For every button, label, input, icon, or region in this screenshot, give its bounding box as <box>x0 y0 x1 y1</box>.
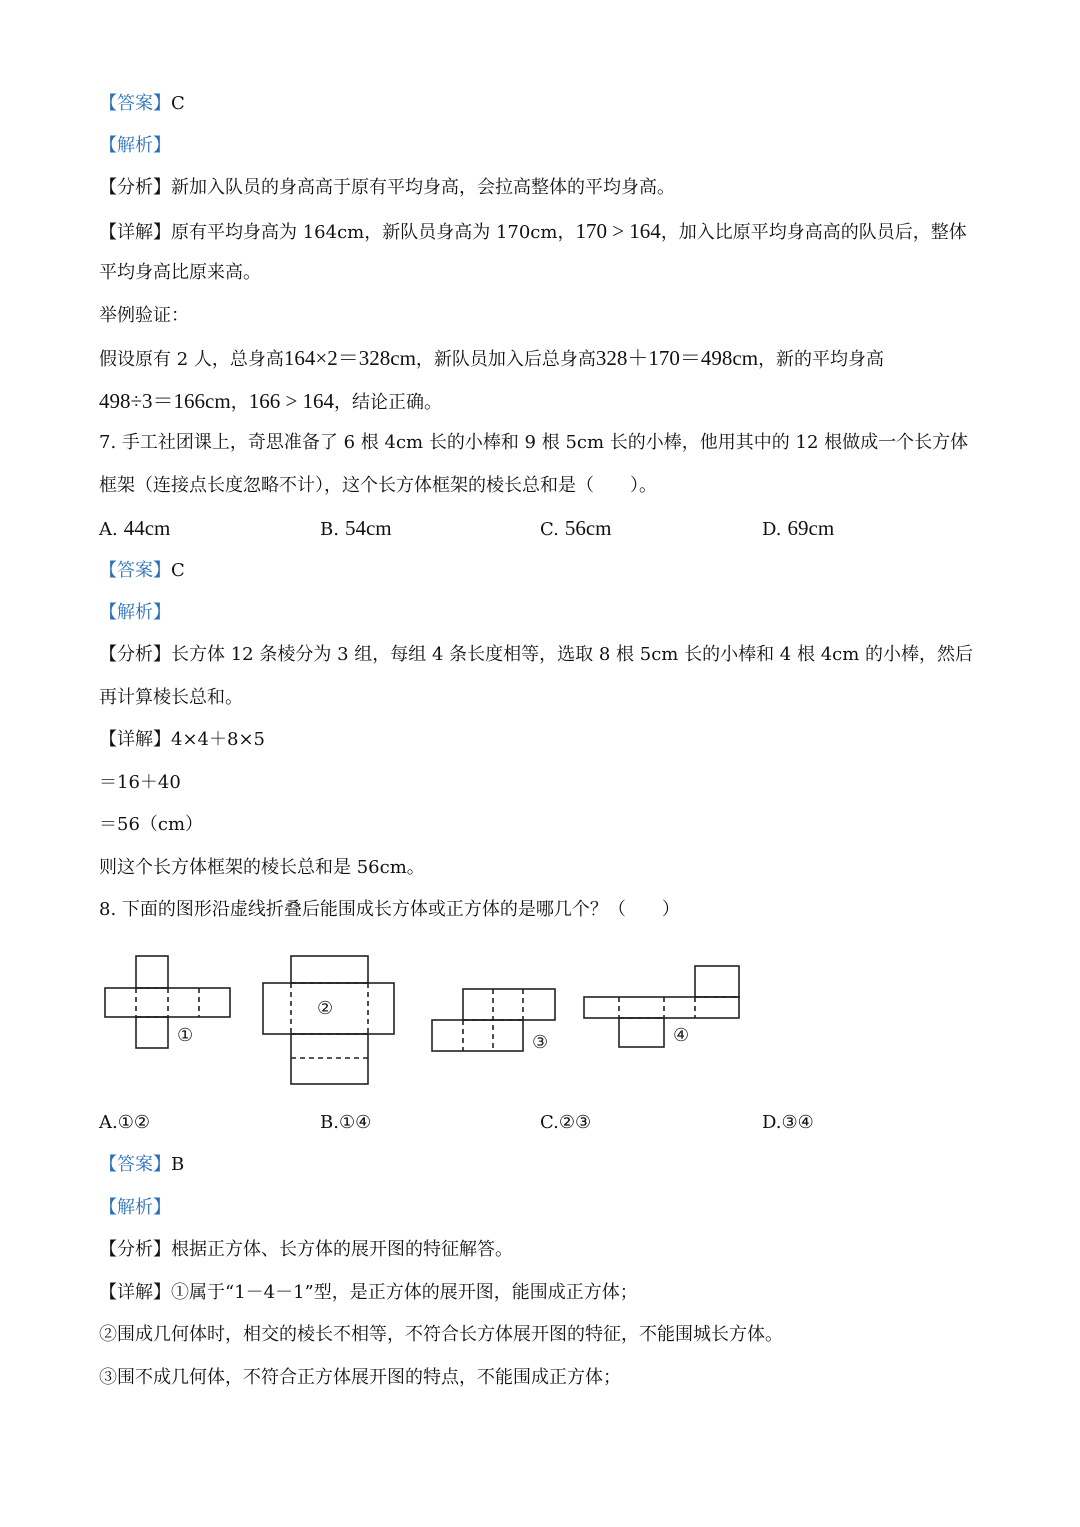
detail-line <box>99 219 989 245</box>
fenxi-text: 长方体 12 条棱分为 3 组，每组 4 条长度相等，选取 8 根 5cm 长的小棒和 4 根 4cm 的小棒，然后 <box>171 644 974 665</box>
detail-line-2: 平均身高比原来高。 <box>99 262 261 283</box>
fenxi-text: 根据正方体、长方体的展开图的特征解答。 <box>171 1239 513 1260</box>
fenxi-text: 新加入队员的身高高于原有平均身高，会拉高整体的平均身高。 <box>171 177 675 198</box>
q7-answer-line <box>99 559 989 583</box>
cube-nets-figure <box>100 950 750 1090</box>
q8-detail-line-1 <box>99 1281 989 1305</box>
example-math-2: 328＋170＝498cm <box>595 346 759 370</box>
detail-tag: 【详解】 <box>99 222 171 243</box>
net-figure-4 <box>584 966 739 1047</box>
figure-label-2: ② <box>317 998 334 1019</box>
option-value: 54cm <box>344 516 392 540</box>
figure-label-4: ④ <box>673 1025 690 1046</box>
figure-label-3: ③ <box>532 1032 549 1053</box>
option-value: 56cm <box>564 516 612 540</box>
option-label: B. <box>320 1112 339 1133</box>
option-label: A. <box>99 1112 118 1133</box>
answer-value: C <box>171 93 185 114</box>
q7-option-d <box>762 516 834 542</box>
example-line-1 <box>99 346 989 372</box>
q8-analysis-tag: 【解析】 <box>99 1197 171 1218</box>
q7-fenxi-line-1 <box>99 643 989 667</box>
answer-tag: 【答案】 <box>99 93 171 114</box>
fenxi-line <box>99 176 989 200</box>
fenxi-tag: 【分析】 <box>99 1239 171 1260</box>
q7-option-c <box>540 516 612 542</box>
answer-value: B <box>171 1154 185 1175</box>
q7-detail-line <box>99 728 989 752</box>
net-figure-1 <box>105 956 230 1048</box>
example-text-d: ，结论正确。 <box>334 392 443 413</box>
q8-answer-line <box>99 1153 989 1177</box>
answer-tag: 【答案】 <box>99 1154 171 1175</box>
option-value: ③④ <box>781 1112 814 1133</box>
example-math-4: 166 > 164 <box>248 389 335 413</box>
option-value: 69cm <box>787 516 835 540</box>
answer-value: C <box>171 560 185 581</box>
example-heading: 举例验证： <box>99 305 189 326</box>
option-label: C. <box>540 1112 559 1133</box>
q7-step-2: ＝56（cm） <box>99 814 204 835</box>
example-text-c: ，新的平均身高 <box>758 349 885 370</box>
fenxi-tag: 【分析】 <box>99 644 171 665</box>
q7-stem-line-1: 7. 手工社团课上，奇思准备了 6 根 4cm 长的小棒和 9 根 5cm 长的小棒，他用其中的 12 根做成一个长方体 <box>99 432 969 453</box>
detail-text: ①属于“1－4－1”型，是正方体的展开图，能围成正方体； <box>171 1282 638 1303</box>
q8-stem: 8. 下面的图形沿虚线折叠后能围成长方体或正方体的是哪几个？（ ） <box>99 899 680 920</box>
option-value: 44cm <box>123 516 171 540</box>
option-label: C. <box>540 519 559 540</box>
q7-step-1: ＝16＋40 <box>99 772 181 793</box>
detail-text-a: 原有平均身高为 164cm，新队员身高为 170cm， <box>171 222 576 243</box>
q8-option-a <box>99 1111 150 1135</box>
detail-tag: 【详解】 <box>99 729 171 750</box>
q7-fenxi-line-2: 再计算棱长总和。 <box>99 687 243 708</box>
example-math-1: 164×2＝328cm <box>283 346 416 370</box>
detail-expression: 4×4＋8×5 <box>171 729 265 750</box>
q8-detail-line-3: ③围不成几何体，不符合正方体展开图的特点，不能围成正方体； <box>99 1367 621 1388</box>
analysis-tag: 【解析】 <box>99 135 171 156</box>
detail-tag: 【详解】 <box>99 1282 171 1303</box>
q7-conclusion: 则这个长方体框架的棱长总和是 56cm。 <box>99 857 425 878</box>
option-label: D. <box>762 1112 782 1133</box>
q8-fenxi-line <box>99 1238 989 1262</box>
option-value: ①④ <box>338 1112 372 1133</box>
option-label: B. <box>320 519 339 540</box>
q8-detail-line-2: ②围成几何体时，相交的棱长不相等，不符合长方体展开图的特征，不能围城长方体。 <box>99 1324 783 1345</box>
answer-line <box>99 92 989 116</box>
q7-option-a <box>99 516 170 542</box>
example-math-3: 498÷3＝166cm <box>99 389 231 413</box>
fenxi-tag: 【分析】 <box>99 177 171 198</box>
example-text-b: ，新队员加入后总身高 <box>415 349 596 370</box>
option-value: ①② <box>117 1112 151 1133</box>
example-text-a: 假设原有 2 人，总身高 <box>99 349 284 370</box>
q8-option-c <box>540 1111 591 1135</box>
net-figure-2 <box>263 956 394 1084</box>
q8-option-b <box>320 1111 371 1135</box>
option-label: A. <box>99 519 118 540</box>
option-label: D. <box>762 519 782 540</box>
q7-stem-line-2: 框架（连接点长度忽略不计），这个长方体框架的棱长总和是（ ）。 <box>99 475 657 496</box>
detail-text-b: ，加入比原平均身高高的队员后，整体 <box>660 222 967 243</box>
answer-tag: 【答案】 <box>99 560 171 581</box>
detail-math: 170 > 164 <box>575 219 661 243</box>
example-line-2 <box>99 389 989 415</box>
q8-option-d <box>762 1111 814 1135</box>
figure-label-1: ① <box>177 1025 194 1046</box>
option-value: ②③ <box>558 1112 592 1133</box>
q7-option-b <box>320 516 392 542</box>
example-comma: ， <box>230 392 249 413</box>
q7-analysis-tag: 【解析】 <box>99 602 171 623</box>
